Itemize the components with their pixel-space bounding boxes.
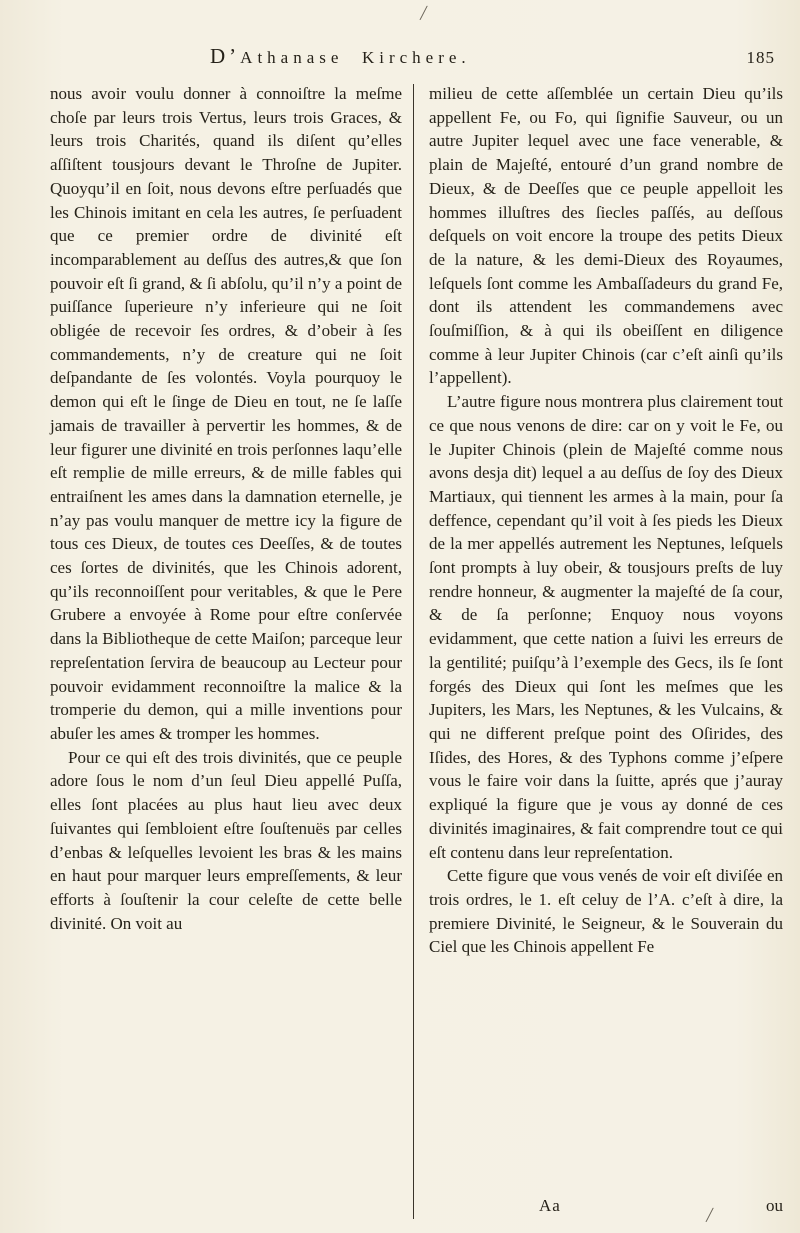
pencil-tick-mark-bottom: ╱: [706, 1208, 714, 1222]
running-head: [210, 44, 471, 69]
right-paragraph-1: milieu de cette aſſemblée un certain Dieu qu’ils appellent Fe, ou Fo, qui ſignifie Sauveur, ou un autre Jupiter lequel avec une face venerable, & plain de Majeſté, entouré d’un grand nombre de Dieux, & de Deeſſes que ce peuple appelloit les hommes illuſtres des ſiecles paſſés, au deſſous deſquels on voit encore la troupe des petits Dieux de la nature, & les demi-Dieux des Royaumes, leſquels ſont comme les Ambaſſadeurs du grand Fe, dont ils attendent les commandemens avec ſouſmiſſion, & à qui ils obeiſſent en diligence comme à leur Jupiter Chinois (car c’eſt ainſi qu’ils l’appellent).: [429, 84, 783, 388]
left-text-column: [50, 82, 402, 935]
running-head-name-2: Kirchere.: [361, 48, 471, 67]
left-paragraph-1: nous avoir voulu donner à connoiſtre la meſme choſe par leurs trois Vertus, leurs trois Graces, & leurs trois Charités, quand ils diſent qu’elles aſſiſtent tousjours devant le Throſne de Jupiter. Quoyqu’il en ſoit, nous devons eſtre perſuadés que les Chinois imitant en cela les autres, ſe perſuadent que ce premier ordre de divinité eſt incomparablement au deſſus des autres,& que ſon pouvoir eſt ſi grand, & ſi abſolu, qu’il n’y a point de puiſſance ſuperieure n’y inferieure qui ne ſoit obligée de recevoir ſes ordres, & d’obeir à ſes commandements, n’y de creature qui ne ſoit deſpandante de ſes volontés. Voyla pourquoy le demon qui eſt le ſinge de Dieu en tout, ne ſe laſſe jamais de travailler à pervertir les hommes, & de leur figurer une divinité en trois perſonnes laqu’elle eſt remplie de mille erreurs, & de mille fables qui entraiſnent les ames dans la damnation eternelle, je n’ay pas voulu manquer de mettre icy la figure de tous ces Dieux, de toutes ces Deeſſes, & de toutes ces ſortes de divinités, que les Chinois adorent, qu’ils reconnoiſſent pour veritables, & que le Pere Grubere a envoyée à Rome pour eſtre conſervée dans la Bibliotheque de cette Maiſon; parceque leur repreſentation ſervira de beaucoup au Lecteur pour pouvoir evidamment reconnoiſtre la malice & la tromperie du demon, qui a mille inventions pour abuſer les ames & tromper les hommes.: [50, 84, 402, 743]
left-paragraph-2: Pour ce qui eſt des trois divinités, que ce peuple adore ſous le nom d’un ſeul Dieu appellé Puſſa, elles ſont placées au plus haut lieu avec deux ſuivantes qui ſembloient eſtre ſouſtenuës par celles d’enbas & leſquelles levoient les bras & les mains en haut pour marquer leurs empreſſements, & leur efforts à ſouſtenir la cour celeſte de cette belle divinité. On voit au: [50, 747, 402, 933]
page-header: [60, 44, 775, 78]
running-head-prefix: D’: [210, 44, 241, 68]
running-head-name-1: Athanase: [240, 48, 344, 67]
page-footer: [429, 1196, 783, 1222]
right-paragraph-3: Cette figure que vous venés de voir eſt diviſée en trois ordres, le 1. eſt celuy de l’A. c’eſt à dire, la premiere Divinité, le Seigneur, & le Souverain du Ciel que les Chinois appellent Fe: [429, 866, 783, 957]
page-number: 185: [746, 48, 775, 67]
column-divider-rule: [413, 84, 414, 1219]
signature-mark: Aa: [539, 1196, 561, 1215]
pencil-tick-mark: ╱: [420, 6, 428, 20]
right-paragraph-2: L’autre figure nous montrera plus clairement tout ce que nous venons de dire: car on y voit le Fe, ou le Jupiter Chinois (plein de Majeſté comme nous avons desja dit) lequel a au deſſus de ſoy des Dieux Martiaux, qui tiennent les armes à la main, pour ſa deffence, cependant qu’il voit à ſes pieds les Dieux de la mer appellés autrement les Neptunes, leſquels ſont prompts à luy obeir, & tousjours preſts de luy rendre honneur, & augmenter la majeſté de ſa cour, & de ſa perſonne; Enquoy nous voyons evidamment, que cette nation a ſuivi les erreurs de la gentilité; puiſqu’à l’exemple des Gecs, ils ſe ſont forgés des Dieux qui ſont les meſmes que les Jupiters, les Mars, les Neptunes, & les Vulcains, & qui ne different preſque point des Oſirides, des Iſides, des Hores, & des Typhons comme j’eſpere vous le faire voir dans la ſuitte, aprés que j’auray expliqué la figure que je vous ay donné de ces divinités imaginaires, & fait comprendre tout ce qui eſt contenu dans leur repreſentation.: [429, 392, 783, 862]
right-text-column: [429, 82, 783, 959]
catchword: ou: [766, 1196, 783, 1215]
